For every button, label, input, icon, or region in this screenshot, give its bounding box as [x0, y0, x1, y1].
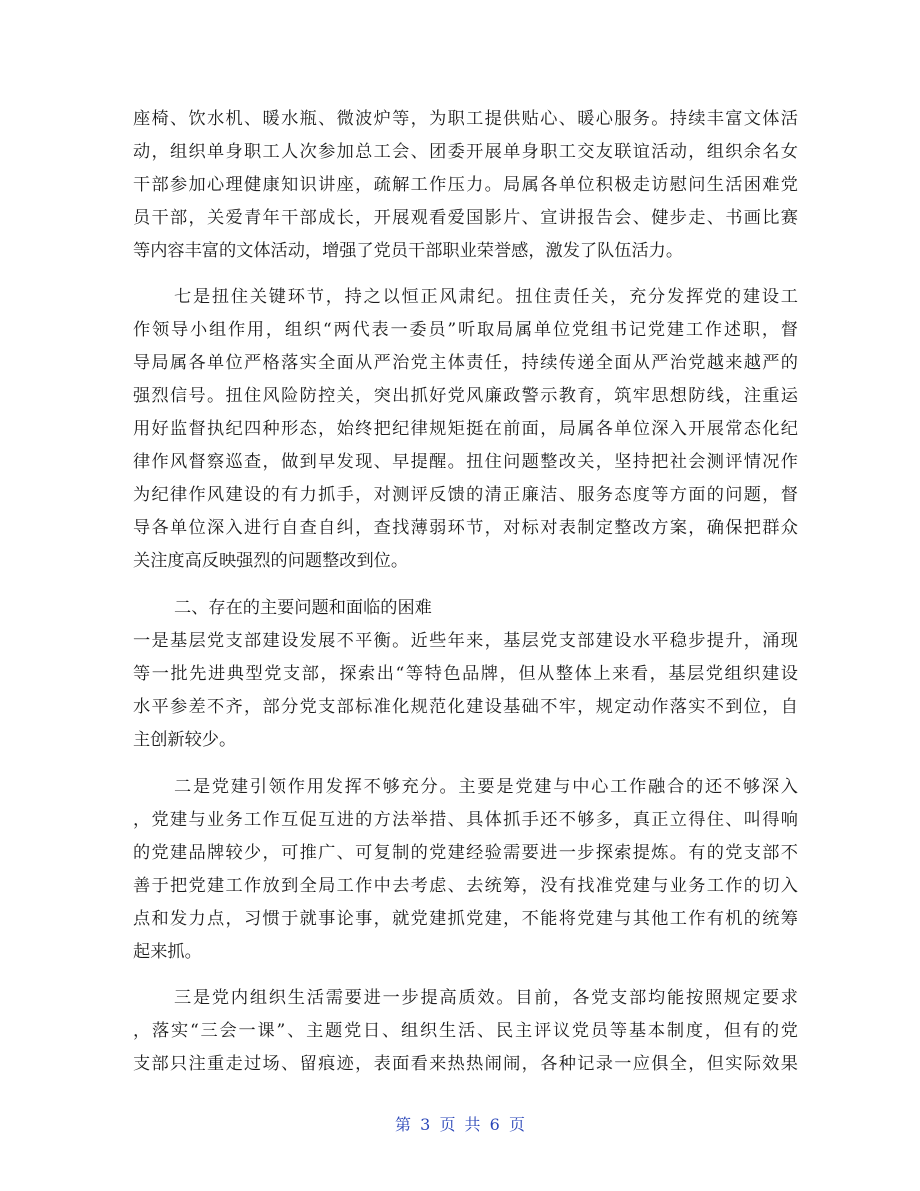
text-line: 七是扭住关键环节，持之以恒正风肃纪。扭住责任关，充分发挥党的建设工: [174, 287, 798, 307]
text-line: 导各单位深入进行自查自纠，查找薄弱环节，对标对表制定整改方案，确保把群众: [133, 518, 798, 538]
text-line: 二是党建引领作用发挥不够充分。主要是党建与中心工作融合的还不够深入: [174, 777, 798, 797]
total-pages-number: 6: [489, 1115, 500, 1134]
text-line: ，党建与业务工作互促互进的方法举措、具体抓手还不够多，真正立得住、叫得响: [133, 810, 798, 830]
text-line: 主创新较少。: [133, 730, 237, 750]
page-footer: [0, 1112, 920, 1135]
text-line: 等内容丰富的文体活动，增强了党员干部职业荣誉感，激发了队伍活力。: [133, 241, 684, 261]
text-line: 的党建品牌较少，可推广、可复制的党建经验需要进一步探索提炼。有的党支部不: [133, 843, 798, 863]
text-line: ，落实“三会一课”、主题党日、组织生活、民主评议党员等基本制度，但有的党: [133, 1021, 798, 1041]
text-line: 导局属各单位严格落实全面从严治党主体责任，持续传递全面从严治党越来越严的: [133, 353, 798, 373]
text-line: 关注度高反映强烈的问题整改到位。: [133, 551, 409, 571]
text-line: 为纪律作风建设的有力抓手，对测评反馈的清正廉洁、服务态度等方面的问题，督: [133, 485, 798, 505]
text-line: 水平参差不齐，部分党支部标准化规范化建设基础不牢，规定动作落实不到位，自: [133, 697, 798, 717]
section-heading: 二、存在的主要问题和面临的困难: [174, 598, 432, 618]
text-line: 座椅、饮水机、暖水瓶、微波炉等，为职工提供贴心、暖心服务。持续丰富文体活: [133, 109, 798, 129]
text-line: 善于把党建工作放到全局工作中去考虑、去统筹，没有找准党建与业务工作的切入: [133, 876, 798, 896]
text-line: 强烈信号。扭住风险防控关，突出抓好党风廉政警示教育，筑牢思想防线，注重运: [133, 386, 798, 406]
text-line: 点和发力点，习惯于就事论事，就党建抓党建，不能将党建与其他工作有机的统筹: [133, 909, 798, 929]
footer-total-label: 共: [464, 1115, 481, 1134]
text-line: 律作风督察巡查，做到早发现、早提醒。扭住问题整改关，坚持把社会测评情况作: [133, 452, 798, 472]
text-line: 三是党内组织生活需要进一步提高质效。目前，各党支部均能按照规定要求: [174, 988, 798, 1008]
text-line: 动，组织单身职工人次参加总工会、团委开展单身职工交友联谊活动，组织余名女: [133, 142, 798, 162]
text-line: 员干部，关爱青年干部成长，开展观看爱国影片、宣讲报告会、健步走、书画比赛: [133, 208, 798, 228]
text-line: 一是基层党支部建设发展不平衡。近些年来，基层党支部建设水平稳步提升，涌现: [133, 631, 798, 651]
text-line: 起来抓。: [133, 942, 202, 962]
text-line: 支部只注重走过场、留痕迹，表面看来热热闹闹，各种记录一应俱全，但实际效果: [133, 1054, 798, 1074]
current-page-number: 3: [420, 1115, 431, 1134]
footer-page-label: 页: [439, 1115, 456, 1134]
text-line: 作领导小组作用，组织“两代表一委员”听取局属单位党组书记党建工作述职，督: [133, 320, 798, 340]
footer-suffix: 页: [508, 1115, 525, 1134]
footer-prefix: 第: [395, 1115, 412, 1134]
text-line: 等一批先进典型党支部，探索出“等特色品牌，但从整体上来看，基层党组织建设: [133, 664, 798, 684]
text-line: 干部参加心理健康知识讲座，疏解工作压力。局属各单位积极走访慰问生活困难党: [133, 175, 798, 195]
text-line: 用好监督执纪四种形态，始终把纪律规矩挺在前面，局属各单位深入开展常态化纪: [133, 419, 798, 439]
